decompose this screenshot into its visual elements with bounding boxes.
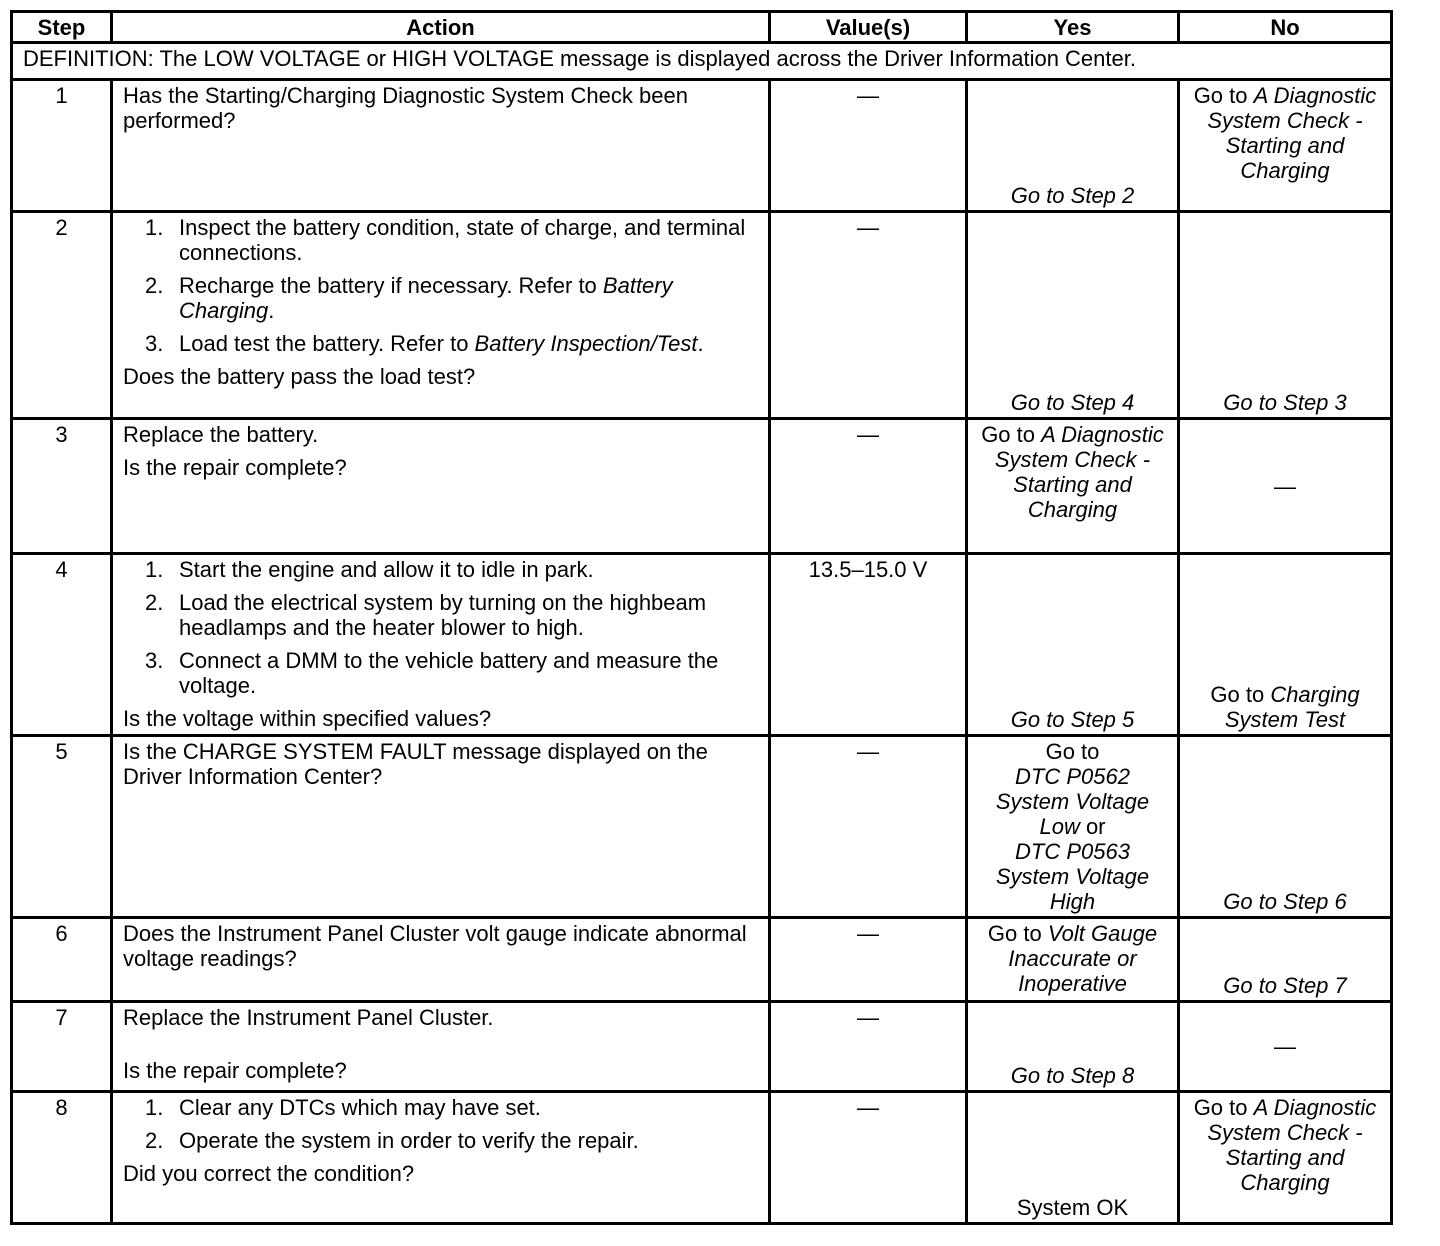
item-text: Inspect the battery condition, state of charge, and terminal connections. [179,215,746,265]
yes-link-low[interactable]: DTC P0562 System Voltage Low [995,764,1150,839]
yes-link[interactable]: Go to Step 8 [1010,1063,1135,1088]
step-number: 5 [12,736,112,918]
item-number: 1. [145,1095,164,1120]
action-steps [123,557,758,698]
yes-cell [967,736,1179,918]
yes-cell [967,212,1179,419]
no-cell [1179,80,1392,212]
definition-text: DEFINITION: The LOW VOLTAGE or HIGH VOLTAGE message is displayed across the Driver Information Center. [12,43,1392,80]
yes-cell: System OK [967,1092,1179,1224]
value-cell: — [770,419,967,554]
action-cell [112,736,770,918]
action-cell [112,80,770,212]
action-question: Does the battery pass the load test? [123,364,476,389]
action-step-item [145,273,758,323]
no-cell: — [1179,419,1392,554]
table-row-step-2 [12,212,1392,419]
action-question: Did you correct the condition? [123,1161,415,1186]
no-link[interactable]: A Diagnostic System Check - Starting and Charging [1207,83,1377,183]
header-row [12,12,1392,43]
action-cell [112,212,770,419]
action-cell [112,419,770,554]
action-question: Does the Instrument Panel Cluster volt gauge indicate abnormal voltage readings? [123,921,747,971]
no-cell: — [1179,1002,1392,1092]
yes-cell [967,918,1179,1002]
yes-cell [967,419,1179,554]
no-prefix: Go to [1210,682,1271,707]
yes-cell [967,80,1179,212]
no-prefix: Go to [1193,83,1254,108]
no-cell [1179,1092,1392,1224]
action-step-item [145,648,758,698]
no-link[interactable]: Charging System Test [1224,682,1360,732]
no-cell [1179,554,1392,736]
item-number: 2. [145,590,164,615]
step-number: 7 [12,1002,112,1092]
yes-prefix: Go to [1045,739,1100,764]
action-instruction: Replace the Instrument Panel Cluster. [123,1005,494,1030]
header-action: Action [112,12,770,43]
table-row-step-6 [12,918,1392,1002]
yes-prefix: Go to [981,422,1042,447]
value-cell: 13.5–15.0 V [770,554,967,736]
step-number: 4 [12,554,112,736]
item-number: 1. [145,557,164,582]
action-step-item [145,1095,758,1120]
action-question: Is the voltage within specified values? [123,706,492,731]
yes-link-high[interactable]: DTC P0563 System Voltage High [995,839,1150,914]
item-number: 2. [145,273,164,298]
no-link[interactable]: Go to Step 3 [1223,390,1347,415]
item-text: Recharge the battery if necessary. Refer to Battery Charging. [179,273,673,323]
table-row-step-5 [12,736,1392,918]
action-steps [123,215,758,356]
header-yes: Yes [967,12,1179,43]
step-number: 6 [12,918,112,1002]
step-number: 1 [12,80,112,212]
no-link[interactable]: A Diagnostic System Check - Starting and Charging [1207,1095,1377,1195]
definition-row [12,43,1392,80]
value-cell: — [770,736,967,918]
item-number: 3. [145,648,164,673]
yes-link[interactable]: Go to Step 4 [1010,390,1135,415]
no-cell [1179,736,1392,918]
header-step: Step [12,12,112,43]
step-number: 3 [12,419,112,554]
no-cell [1179,212,1392,419]
action-step-item [145,215,758,265]
table-row-step-8 [12,1092,1392,1224]
action-cell [112,554,770,736]
yes-link[interactable]: Go to Step 2 [1010,183,1135,208]
item-number: 1. [145,215,164,240]
action-question: Is the repair complete? [123,1058,347,1083]
action-question: Has the Starting/Charging Diagnostic System Check been performed? [123,83,688,133]
item-number: 2. [145,1128,164,1153]
table-row-step-3 [12,419,1392,554]
action-step-item [145,557,758,582]
value-cell: — [770,1002,967,1092]
action-question: Is the repair complete? [123,455,347,480]
table-row-step-1 [12,80,1392,212]
action-question: Is the CHARGE SYSTEM FAULT message displayed on the Driver Information Center? [123,739,708,789]
item-text: Start the engine and allow it to idle in park. [179,557,594,582]
diagnostic-table [10,10,1393,1225]
no-link[interactable]: Go to Step 6 [1223,889,1347,914]
no-link[interactable]: Go to Step 7 [1223,973,1347,998]
action-steps [123,1095,758,1153]
value-cell: — [770,1092,967,1224]
reference-link[interactable]: Battery Charging [179,273,673,323]
yes-cell [967,554,1179,736]
value-cell: — [770,212,967,419]
yes-link[interactable]: Volt Gauge Inaccurate or Inoperative [1008,921,1158,996]
item-text: Operate the system in order to verify the repair. [179,1128,639,1153]
no-prefix: Go to [1193,1095,1254,1120]
header-no: No [1179,12,1392,43]
item-number: 3. [145,331,164,356]
yes-cell [967,1002,1179,1092]
step-number: 2 [12,212,112,419]
yes-or: or [1079,814,1106,839]
yes-link[interactable]: Go to Step 5 [1010,707,1135,732]
action-step-item [145,1128,758,1153]
value-cell: — [770,80,967,212]
yes-link[interactable]: A Diagnostic System Check - Starting and Charging [994,422,1164,522]
action-cell [112,1092,770,1224]
table-row-step-7 [12,1002,1392,1092]
table-row-step-4 [12,554,1392,736]
no-cell [1179,918,1392,1002]
reference-link[interactable]: Battery Inspection/Test [474,331,698,356]
action-cell [112,918,770,1002]
action-step-item [145,331,758,356]
value-cell: — [770,918,967,1002]
yes-prefix: Go to [987,921,1048,946]
header-values: Value(s) [770,12,967,43]
step-number: 8 [12,1092,112,1224]
item-text: Load test the battery. Refer to Battery Inspection/Test. [179,331,704,356]
item-text: Clear any DTCs which may have set. [179,1095,541,1120]
action-instruction: Replace the battery. [123,422,319,447]
item-text: Load the electrical system by turning on the highbeam headlamps and the heater blower to high. [179,590,707,640]
action-cell [112,1002,770,1092]
item-text: Connect a DMM to the vehicle battery and measure the voltage. [179,648,719,698]
action-step-item [145,590,758,640]
